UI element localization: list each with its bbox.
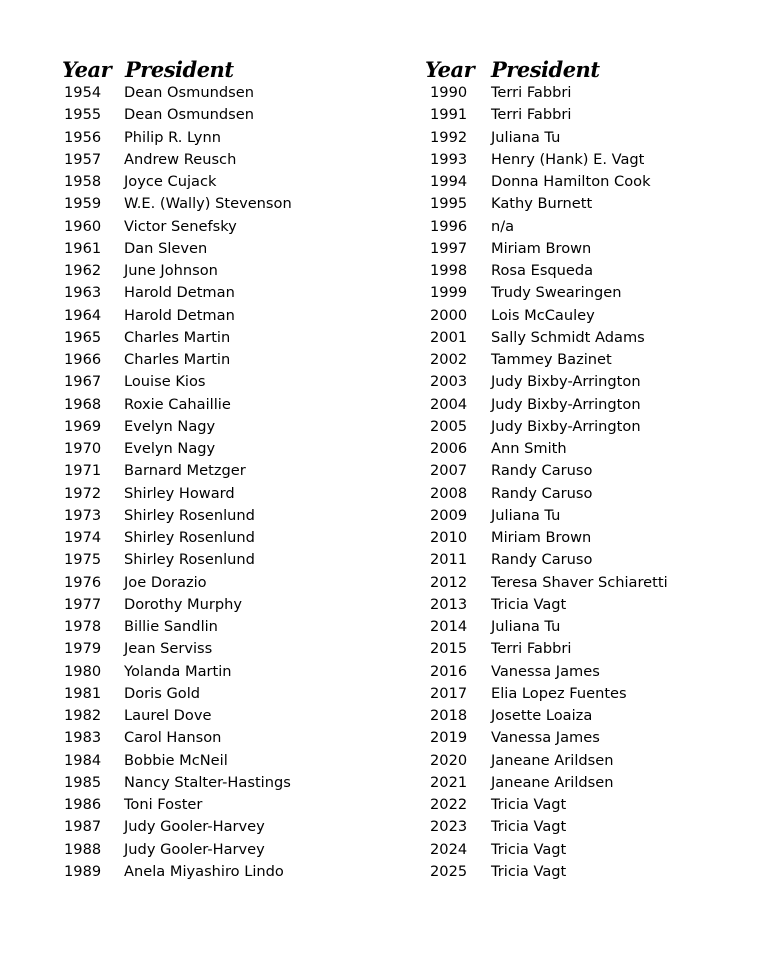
year-cell: 1991 [430,106,468,124]
year-cell: 1969 [64,417,102,435]
year-cell: 1977 [64,595,102,613]
table-row [425,727,668,749]
table-row [425,193,668,215]
president-cell: Anela Miyashiro Lindo [124,862,284,880]
president-cell: Joe Dorazio [124,573,207,591]
year-cell: 1984 [64,751,102,769]
table-row [425,861,668,883]
president-cell: Andrew Reusch [124,150,237,168]
table-row [62,460,292,482]
president-cell: Doris Gold [124,684,201,702]
president-cell: Evelyn Nagy [124,440,216,457]
president-cell: Shirley Howard [124,484,235,502]
president-cell: Tricia Vagt [491,818,567,836]
president-cell: Tricia Vagt [491,840,567,858]
table-row [425,371,668,393]
year-cell: 2014 [430,618,468,635]
president-cell: Judy Bixby-Arrington [491,417,641,435]
table-row [62,616,292,638]
president-cell: Dorothy Murphy [124,595,243,613]
president-cell: Trudy Swearingen [491,284,622,302]
year-cell: 2023 [430,818,468,836]
president-cell: Janeane Arildsen [491,773,614,791]
table-row [425,638,668,660]
president-cell: Nancy Stalter-Hastings [124,773,291,791]
table-row [425,104,668,126]
year-cell: 2010 [430,529,468,546]
year-cell: 2011 [430,551,468,569]
year-cell: 1960 [64,217,102,235]
year-cell: 2012 [430,573,468,591]
table-row [62,305,292,327]
table-row [62,171,292,193]
year-cell: 1974 [64,529,102,546]
president-cell: Vanessa James [491,662,600,680]
year-cell: 2002 [430,351,468,368]
president-cell: Joyce Cujack [124,173,217,190]
table-row [62,416,292,438]
president-cell: Josette Loaiza [491,707,593,724]
year-cell: 2007 [430,462,468,480]
year-cell: 1994 [430,173,468,190]
president-cell: Tricia Vagt [491,862,567,880]
table-row [425,705,668,727]
year-cell: 1998 [430,262,468,279]
president-cell: Evelyn Nagy [124,417,216,435]
president-cell: Terri Fabbri [491,106,572,124]
president-cell: Terri Fabbri [491,84,572,101]
year-cell: 1964 [64,306,102,324]
table-row [425,839,668,861]
table-row [62,772,292,794]
table-row [62,127,292,149]
president-cell: Jean Serviss [124,640,213,658]
president-cell: Judy Bixby-Arrington [491,373,641,391]
year-cell: 1993 [430,150,468,168]
year-cell: 1971 [64,462,102,480]
president-cell: Henry (Hank) E. Vagt [491,150,645,168]
president-header: President [491,57,600,82]
year-cell: 1992 [430,128,468,146]
year-cell: 2017 [430,684,468,702]
president-cell: n/a [491,217,515,235]
table-row [425,816,668,838]
table-row [425,460,668,482]
table-row [62,839,292,861]
year-cell: 1999 [430,284,468,302]
president-cell: Teresa Shaver Schiaretti [491,573,668,591]
table-row [425,772,668,794]
president-cell: Miriam Brown [491,529,592,546]
table-row [62,238,292,260]
president-cell: Harold Detman [124,284,235,302]
year-header: Year [425,57,475,82]
table-row [62,149,292,171]
table-row [425,794,668,816]
year-cell: 2015 [430,640,468,658]
table-row [62,816,292,838]
year-cell: 1962 [64,262,102,279]
president-cell: Judy Gooler-Harvey [124,840,265,858]
table-row [425,171,668,193]
year-cell: 1997 [430,239,468,257]
year-cell: 1957 [64,150,102,168]
table-row [425,260,668,282]
table-row [425,683,668,705]
president-cell: Juliana Tu [491,128,561,146]
year-cell: 1954 [64,84,102,101]
president-list-right [425,56,668,883]
president-cell: Shirley Rosenlund [124,506,255,524]
president-cell: Philip R. Lynn [124,128,221,146]
year-cell: 1958 [64,173,102,190]
table-row [425,438,668,460]
president-cell: Elia Lopez Fuentes [491,684,627,702]
table-row [62,661,292,683]
table-row [425,282,668,304]
year-cell: 1968 [64,395,102,413]
president-cell: Charles Martin [124,328,231,346]
president-cell: Toni Foster [124,796,203,813]
president-cell: Dean Osmundsen [124,106,254,124]
table-row [62,794,292,816]
rows-left [62,82,292,883]
table-row [425,127,668,149]
year-cell: 2018 [430,707,468,724]
table-row [62,438,292,460]
year-cell: 2001 [430,328,468,346]
president-cell: Kathy Burnett [491,195,593,213]
president-header: President [125,57,234,82]
column-header [425,56,668,82]
table-row [62,483,292,505]
president-cell: Donna Hamilton Cook [491,173,651,190]
table-row [425,572,668,594]
year-cell: 1985 [64,773,102,791]
table-row [62,371,292,393]
year-cell: 1959 [64,195,102,213]
table-row [62,683,292,705]
year-cell: 1973 [64,506,102,524]
president-cell: Randy Caruso [491,462,593,480]
year-cell: 1956 [64,128,102,146]
table-row [62,349,292,371]
table-row [425,549,668,571]
table-row [62,572,292,594]
year-cell: 1979 [64,640,102,658]
table-row [62,705,292,727]
column-header [62,56,292,82]
year-cell: 1975 [64,551,102,569]
year-cell: 1963 [64,284,102,302]
year-cell: 1961 [64,239,102,257]
year-cell: 1955 [64,106,102,124]
president-cell: Judy Bixby-Arrington [491,395,641,413]
table-row [62,638,292,660]
year-cell: 2000 [430,306,468,324]
table-row [425,238,668,260]
table-row [425,149,668,171]
table-row [62,193,292,215]
president-cell: Terri Fabbri [491,640,572,658]
president-list-left [62,56,292,883]
table-row [425,216,668,238]
president-cell: Harold Detman [124,306,235,324]
president-cell: Victor Senefsky [124,217,237,235]
president-cell: Barnard Metzger [124,462,246,480]
year-cell: 1981 [64,684,102,702]
year-cell: 1995 [430,195,468,213]
president-cell: Louise Kios [124,373,206,391]
president-cell: Yolanda Martin [124,662,232,680]
table-row [62,861,292,883]
table-row [62,260,292,282]
table-row [425,327,668,349]
year-cell: 2025 [430,862,468,880]
year-cell: 2009 [430,506,468,524]
year-cell: 1972 [64,484,102,502]
year-cell: 1983 [64,729,102,747]
president-cell: Bobbie McNeil [124,751,228,769]
year-cell: 1978 [64,618,102,635]
president-cell: June Johnson [124,262,218,279]
president-cell: Tammey Bazinet [491,351,612,368]
president-cell: Randy Caruso [491,551,593,569]
year-cell: 2021 [430,773,468,791]
president-cell: Sally Schmidt Adams [491,328,645,346]
year-cell: 1982 [64,707,102,724]
year-cell: 2019 [430,729,468,747]
president-cell: Laurel Dove [124,707,212,724]
table-row [425,349,668,371]
president-cell: Tricia Vagt [491,595,567,613]
year-cell: 1987 [64,818,102,836]
table-row [62,394,292,416]
table-row [62,505,292,527]
year-cell: 1965 [64,328,102,346]
table-row [425,483,668,505]
year-cell: 1967 [64,373,102,391]
table-row [425,394,668,416]
table-row [62,282,292,304]
rows-right [425,82,668,883]
president-cell: Shirley Rosenlund [124,551,255,569]
president-cell: Carol Hanson [124,729,222,747]
year-cell: 1996 [430,217,468,235]
table-row [62,216,292,238]
president-cell: Juliana Tu [491,618,561,635]
president-cell: Miriam Brown [491,239,592,257]
president-cell: Tricia Vagt [491,796,567,813]
year-cell: 2024 [430,840,468,858]
president-cell: Judy Gooler-Harvey [124,818,265,836]
table-row [425,661,668,683]
year-cell: 1980 [64,662,102,680]
year-cell: 1990 [430,84,468,101]
year-cell: 2008 [430,484,468,502]
table-row [425,416,668,438]
president-cell: Dan Sleven [124,239,208,257]
year-cell: 2003 [430,373,468,391]
year-cell: 1970 [64,440,102,457]
table-row [62,727,292,749]
president-cell: Ann Smith [491,440,567,457]
table-row [425,527,668,549]
year-cell: 2016 [430,662,468,680]
table-row [62,327,292,349]
president-cell: Rosa Esqueda [491,262,594,279]
year-header: Year [62,57,112,82]
year-cell: 2020 [430,751,468,769]
table-row [425,616,668,638]
table-row [62,104,292,126]
year-cell: 1988 [64,840,102,858]
president-cell: W.E. (Wally) Stevenson [124,195,292,213]
president-cell: Janeane Arildsen [491,751,614,769]
table-row [425,82,668,104]
president-cell: Shirley Rosenlund [124,529,255,546]
year-cell: 2013 [430,595,468,613]
year-cell: 1966 [64,351,102,368]
president-cell: Randy Caruso [491,484,593,502]
president-cell: Dean Osmundsen [124,84,254,101]
year-cell: 1976 [64,573,102,591]
table-row [62,594,292,616]
year-cell: 2022 [430,796,468,813]
table-row [62,549,292,571]
table-row [62,82,292,104]
table-row [425,505,668,527]
table-row [425,750,668,772]
year-cell: 1989 [64,862,102,880]
president-cell: Vanessa James [491,729,600,747]
president-cell: Roxie Cahaillie [124,395,231,413]
year-cell: 1986 [64,796,102,813]
table-row [425,594,668,616]
year-cell: 2004 [430,395,468,413]
table-row [62,750,292,772]
table-row [425,305,668,327]
table-row [62,527,292,549]
year-cell: 2006 [430,440,468,457]
year-cell: 2005 [430,417,468,435]
president-cell: Charles Martin [124,351,231,368]
president-cell: Juliana Tu [491,506,561,524]
president-cell: Lois McCauley [491,306,595,324]
president-cell: Billie Sandlin [124,618,218,635]
